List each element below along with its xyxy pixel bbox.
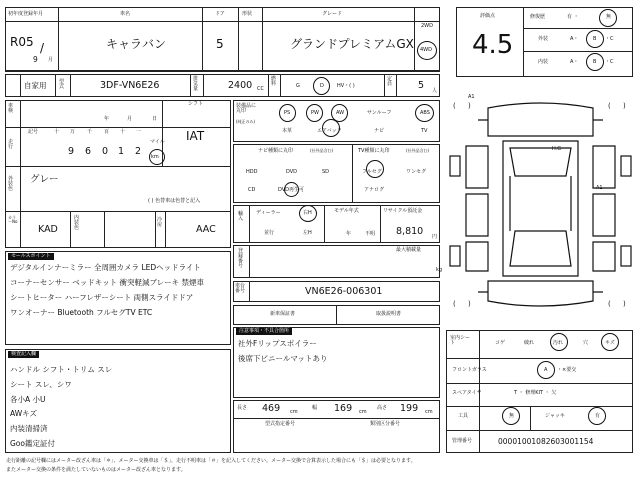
model-value: 3DF-VN6E26 [100,80,160,91]
inspect-month: 月 [127,116,133,122]
sales-line-3: シートヒーター ハーフレザーシート 両側スライドドア [10,293,194,302]
seat-label: 室内シート [450,335,471,346]
aircon-label: 冷房 [157,217,163,228]
kg-unit: kg [436,267,443,273]
footer-line-2: またメーター交換の条件を満たしていないものはメーター改ざん車となります。 [6,467,186,473]
tool-circle [502,407,520,425]
jack-yes: 有 [595,413,601,419]
cc-unit: CC [257,86,264,92]
drive-4wd: 4WD [420,47,432,53]
svg-text:): ) [468,102,471,110]
notes-label: 注意事項・不具合箇所 [236,328,292,335]
equip-pw: PW [311,110,319,116]
frame-value: VN6E26-006301 [305,286,383,297]
airbag-circle [322,119,340,137]
diagram-a1-front: A1 [468,94,475,100]
spare-items: T ・ 修理KIT ・ 欠 [514,390,557,396]
height-value: 199 [400,403,419,414]
inspect-line-4: AWキズ [10,409,37,418]
equip-airbag: エアバック [317,128,342,134]
dvdplay-circle [284,182,299,197]
reg-number-label: 登録番号 [238,248,244,269]
inspect-entry-label: 検査記入欄 [8,351,39,358]
capacity: 5 [418,80,425,91]
repair-opts: 有 ・ [567,14,579,20]
yen-unit: 円 [432,234,438,240]
name-label: 車名 [120,11,131,17]
type-number-label: 型式指定番号 [265,421,296,427]
mileage-d1: 9 [68,146,75,157]
svg-text:(: ( [453,300,456,308]
color-code-label: カラーNo [8,215,18,224]
int-a: A・ [570,59,579,65]
repair-none: 無 [606,14,612,20]
note-line-1: 社外Fリップスポイラー [238,339,317,348]
equip-ps: PS [284,110,291,116]
mgmt-label: 管理番号 [452,438,473,444]
note-line-2: 後席下ビニールマットあり [238,354,328,363]
ext-circle [586,30,604,48]
inspect-line-6: Goo鑑定証付 [10,439,55,448]
inspect-label: 車検 [8,103,14,114]
place-2: 万 [70,129,76,135]
equip-label: 装備品に丸印 [236,103,257,114]
reg-year: R05 [10,35,34,49]
nav-dvd: DVD [286,169,298,175]
aircon-value: AAC [196,224,216,235]
fuel-d: D [320,83,324,89]
import-parallel: 並行 [264,230,275,236]
svg-text:(: ( [453,102,456,110]
model-year-label: モデル年式 [334,208,359,214]
stain-circle [550,333,568,351]
ext-a: A・ [570,36,579,42]
repair-circle [599,9,617,27]
score-label: 評価点 [480,13,496,19]
equip-sub: (純正のみ) [236,119,256,124]
tv-fullseg: フルセグ [362,169,382,175]
mileage-label: 走行 [8,139,14,150]
ps-circle [279,104,296,122]
grade-label: グレード [322,11,343,17]
use-type: 自家用 [24,81,47,90]
glass-label: フロントガラス [452,367,487,373]
shape-label: 形状 [242,11,253,17]
mileage-d3: 0 [102,146,109,157]
color-note: ( ) 色替車は色替と記入 [148,198,201,204]
equip-sunroof: サンルーフ [367,110,392,116]
door-count: 5 [216,37,224,51]
mile-unit: マイル [150,139,165,145]
jack-circle [588,407,606,425]
disp-label: 排気量 [193,76,199,92]
length-label: 長さ [237,405,248,411]
nav-cd: CD [248,187,256,193]
width-unit: cm [359,409,367,415]
seat-burn: コゲ [495,340,506,346]
sales-line-1: デジタルインナーミラー 全周囲カメラ LEDヘッドライト [10,263,201,272]
digits-label: 記号 [28,129,39,135]
equip-aw: AW [336,110,345,116]
int-b: B [593,59,597,65]
manual-label: 取扱説明書 [376,311,402,317]
mgmt-number: 00001001082603001154 [498,437,594,446]
warranty-label: 新車保証書 [270,311,296,317]
model-year-unknown: 不明 [365,231,376,237]
displacement: 2400 [228,80,253,91]
tv-analog: アナログ [364,187,385,193]
glass-rest: ・×要交 [557,367,577,373]
grade-value: グランドプレミアムGX [290,37,414,51]
drive-circle [417,41,437,60]
equip-navi: ナビ [374,128,385,134]
reg-month: 9 [33,55,38,64]
nav-sub: (社外品含む) [310,148,334,153]
cap-label: 定員 [387,76,393,87]
diagram-hg: H.G [552,146,562,152]
interior-label: 内装 [538,59,549,65]
scratch-circle [601,333,619,351]
fuel-circle [313,77,330,95]
equip-abs: ABS [420,110,430,116]
inspect-line-5: 内装清掃済 [10,424,48,433]
sales-label: セールスポイント [8,253,54,260]
km-circle [149,149,165,165]
abs-circle [415,104,434,122]
load-label: 最大積載量 [396,247,422,253]
tv-sub: (社外品含む) [406,148,430,153]
model-label: 型式 [59,79,65,90]
svg-text:(: ( [608,102,611,110]
nav-sd: SD [322,169,330,175]
inspect-line-3: 各小A 小U [10,395,46,404]
mileage-d4: 1 [118,146,125,157]
handle-r-circle [299,205,317,222]
class-number-label: 類別区分番号 [370,421,401,427]
glass-circle [537,361,555,379]
width-label: 幅 [312,405,318,411]
equip-tv: TV [421,128,428,134]
ext-color: グレー [30,174,59,185]
car-name: キャラバン [106,37,167,51]
inspect-line-1: ハンドル シフト・トリム スレ [10,365,113,374]
nav-dvd-play: DVD再生可 [278,187,305,193]
sales-line-4: ワンオーナー Bluetooth フルセグTV ETC [10,308,153,317]
svg-text:): ) [623,300,626,308]
length-unit: cm [290,409,298,415]
score-value: 4.5 [472,30,514,60]
repair-label: 修復歴 [530,14,546,20]
km-unit: km [151,154,159,160]
fuel-hv: HV・( ) [337,83,355,89]
fuel-g: G [296,83,300,89]
tool-label: 工具 [458,413,469,419]
recycle-label: リサイクル預託金 [383,208,423,214]
length-value: 469 [262,403,281,414]
ext-color-label: 外装色 [8,176,14,192]
equip-leather: 本革 [282,128,293,134]
exterior-label: 外装 [538,36,549,42]
int-circle [586,53,604,71]
tv-label: TV種類に丸印 [358,148,390,154]
place-3: 千 [87,129,93,135]
svg-text:(: ( [608,300,611,308]
shift-value: IAT [186,129,205,143]
seat-scratch: キズ [605,340,615,346]
seat-stain: 汚れ [553,340,564,346]
inspect-day: 日 [152,116,158,122]
spare-label: スペアタイヤ [452,390,482,396]
inspect-year: 年 [104,116,110,122]
place-1: 十 [54,129,60,135]
footer-line-1: 走行距離の記号欄にはメーター改ざん車は「＊」、メーター交換車は「＄」、走行不明車は「＃」を記入してください。メーター交換で合算表示した場合にも「＄」は必要となります。 [6,458,416,464]
frame-label: 車台番号 [235,283,246,294]
shift-label: シフト [188,101,204,107]
import-label: 輸入 [238,211,244,222]
jack-label: ジャッキ [545,413,565,419]
seat-hole: 穴 [583,340,589,346]
mileage-d2: 6 [85,146,92,157]
glass-a: A [544,367,548,373]
svg-text:): ) [468,300,471,308]
handle-right: 右H [303,210,312,216]
fullseg-circle [366,160,384,178]
month-unit: 月 [48,57,54,63]
int-c: ・C [605,59,614,65]
ext-b: B [593,36,597,42]
nav-hdd: HDD [246,169,258,175]
car-diagram [448,96,633,316]
interior-color-label: 内装色 [74,215,80,231]
reg-slash: / [40,41,45,55]
door-label: ドア [215,11,225,17]
drive-2wd: 2WD [421,23,433,29]
fuel-label: 燃料 [271,76,277,87]
color-code: KAD [38,224,58,235]
sales-line-2: コーナーセンサー ベッドキット 衝突軽減ブレーキ 禁煙車 [10,278,205,287]
reg-label: 初年度登録年月 [8,11,44,17]
place-6: 一 [136,129,142,135]
tool-none: 無 [509,413,515,419]
svg-text:): ) [623,102,626,110]
nav-label: ナビ種類に丸印 [258,148,294,154]
height-label: 高さ [377,405,388,411]
inspect-line-2: シート スレ、シワ [10,380,72,389]
tv-oneseg: ワンセグ [406,169,427,175]
import-dealer: ディーラー [256,210,281,216]
person-unit: 人 [432,88,438,94]
place-4: 百 [104,129,110,135]
model-year-unit: 年 [346,231,352,237]
height-unit: cm [425,409,433,415]
pw-circle [306,104,323,122]
ext-c: ・C [605,36,614,42]
width-value: 169 [334,403,353,414]
recycle-value: 8,810 [396,226,424,237]
place-5: 十 [120,129,126,135]
seat-tear: 破れ [524,340,535,346]
mileage-d5: 2 [135,146,142,157]
handle-left: 左H [303,230,312,236]
diagram-a1-side: A1 [596,185,603,191]
